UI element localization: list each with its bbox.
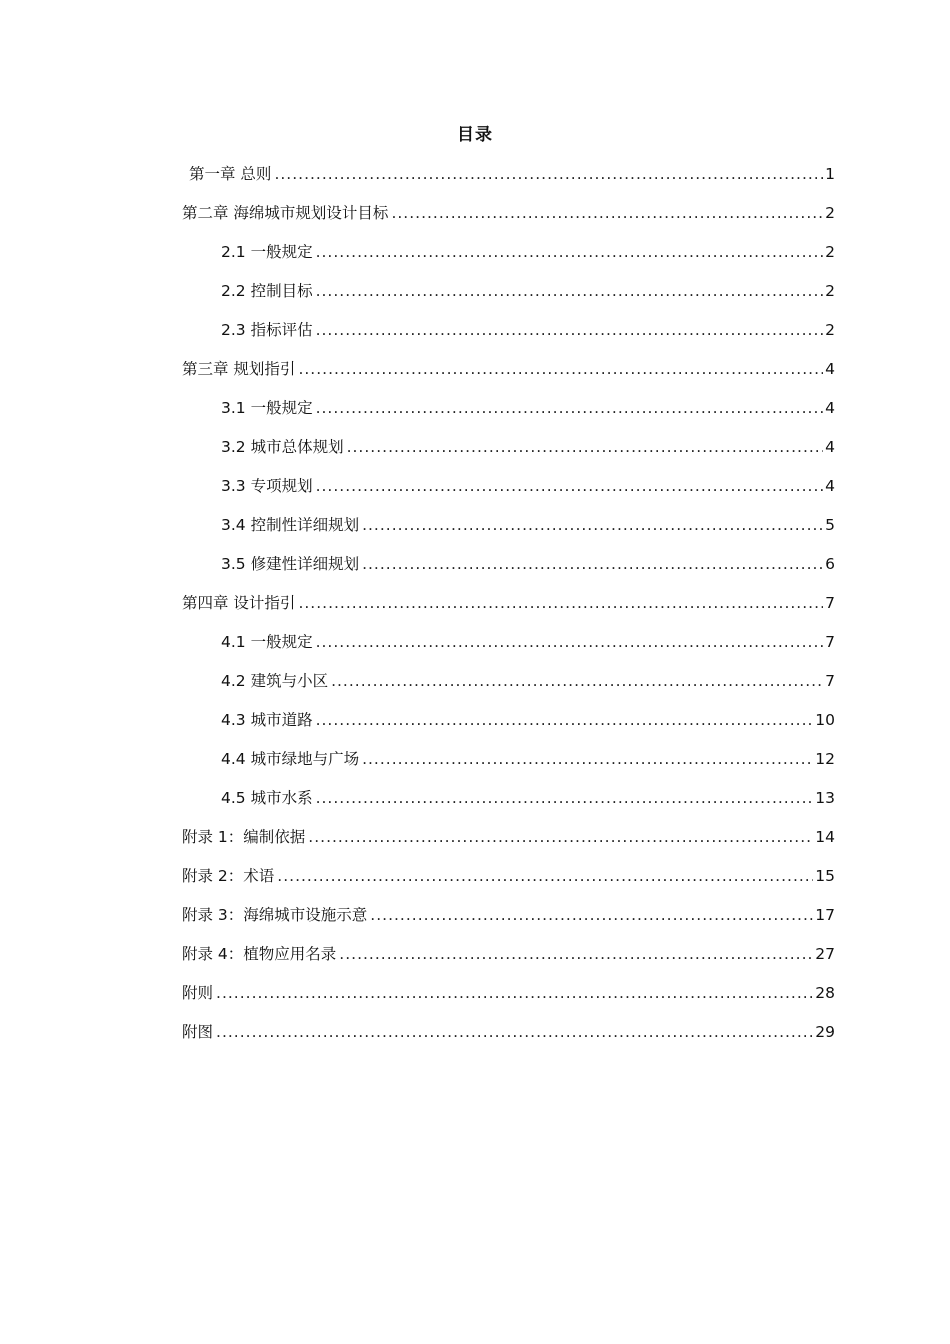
toc-entry-text: 3.2 城市总体规划 — [221, 438, 344, 456]
toc-entry-text: 4.5 城市水系 — [221, 789, 313, 807]
toc-entry-page: 2 — [825, 282, 835, 300]
toc-entry-text: 3.3 专项规划 — [221, 477, 313, 495]
toc-entry-text: 2.3 指标评估 — [221, 321, 313, 339]
toc-entry-page: 7 — [825, 633, 835, 651]
toc-entry[interactable] — [182, 350, 835, 389]
toc-entry-text: 3.1 一般规定 — [221, 399, 313, 417]
toc-leader-dots — [339, 935, 813, 974]
toc-entry-text: 第三章 规划指引 — [182, 360, 296, 378]
toc-entry-page: 4 — [825, 360, 835, 378]
toc-entry-page: 29 — [815, 1023, 835, 1041]
toc-entry[interactable] — [182, 467, 835, 506]
toc-entry-text: 附则 — [182, 984, 214, 1002]
toc-entry[interactable] — [182, 194, 835, 233]
toc-entry-text: 4.1 一般规定 — [221, 633, 313, 651]
toc-entry[interactable] — [182, 584, 835, 623]
toc-entry[interactable] — [182, 272, 835, 311]
toc-leader-dots — [216, 974, 813, 1013]
toc-leader-dots — [316, 311, 824, 350]
toc-title: 目录 — [457, 125, 493, 145]
toc-entry[interactable] — [182, 935, 835, 974]
toc-leader-dots — [308, 818, 813, 857]
toc-entry-text: 4.3 城市道路 — [221, 711, 313, 729]
toc-entry-page: 2 — [825, 243, 835, 261]
toc-list — [182, 155, 835, 1052]
toc-leader-dots — [277, 857, 813, 896]
toc-entry-page: 13 — [815, 789, 835, 807]
toc-entry-text: 2.1 一般规定 — [221, 243, 313, 261]
toc-entry[interactable] — [182, 545, 835, 584]
toc-leader-dots — [316, 389, 824, 428]
toc-leader-dots — [216, 1013, 813, 1052]
toc-entry[interactable] — [182, 155, 835, 194]
toc-entry-page: 4 — [825, 399, 835, 417]
toc-leader-dots — [370, 896, 813, 935]
toc-entry-text: 3.4 控制性详细规划 — [221, 516, 360, 534]
toc-entry-page: 27 — [815, 945, 835, 963]
toc-entry-page: 15 — [815, 867, 835, 885]
toc-entry[interactable] — [182, 428, 835, 467]
toc-entry[interactable] — [182, 974, 835, 1013]
toc-leader-dots — [362, 506, 823, 545]
toc-entry[interactable] — [182, 779, 835, 818]
toc-entry[interactable] — [182, 623, 835, 662]
toc-entry-page: 4 — [825, 438, 835, 456]
toc-entry-page: 14 — [815, 828, 835, 846]
toc-leader-dots — [362, 740, 813, 779]
toc-leader-dots — [298, 584, 823, 623]
toc-entry[interactable] — [182, 818, 835, 857]
toc-leader-dots — [316, 701, 814, 740]
toc-entry-page: 2 — [825, 204, 835, 222]
toc-entry[interactable] — [182, 233, 835, 272]
toc-entry-page: 6 — [825, 555, 835, 573]
toc-leader-dots — [298, 350, 823, 389]
toc-leader-dots — [391, 194, 823, 233]
toc-entry-page: 10 — [815, 711, 835, 729]
toc-leader-dots — [316, 779, 814, 818]
toc-entry-text: 3.5 修建性详细规划 — [221, 555, 360, 573]
toc-entry[interactable] — [182, 311, 835, 350]
toc-entry-text: 第四章 设计指引 — [182, 594, 296, 612]
toc-leader-dots — [347, 428, 824, 467]
toc-leader-dots — [316, 233, 824, 272]
toc-entry[interactable] — [182, 1013, 835, 1052]
toc-entry-page: 5 — [825, 516, 835, 534]
toc-entry-text: 附录 2：术语 — [182, 867, 275, 885]
toc-entry-text: 4.2 建筑与小区 — [221, 672, 329, 690]
toc-entry-text: 附录 4：植物应用名录 — [182, 945, 337, 963]
toc-entry[interactable] — [182, 701, 835, 740]
toc-entry-text: 附录 3：海绵城市设施示意 — [182, 906, 368, 924]
toc-entry-page: 1 — [825, 165, 835, 183]
toc-entry-page: 12 — [815, 750, 835, 768]
toc-entry[interactable] — [182, 506, 835, 545]
toc-entry-text: 附录 1：编制依据 — [182, 828, 306, 846]
toc-entry[interactable] — [182, 662, 835, 701]
toc-leader-dots — [316, 467, 824, 506]
toc-leader-dots — [362, 545, 823, 584]
toc-entry-page: 28 — [815, 984, 835, 1002]
toc-leader-dots — [331, 662, 823, 701]
toc-entry-text: 4.4 城市绿地与广场 — [221, 750, 360, 768]
toc-leader-dots — [316, 623, 824, 662]
toc-entry-page: 7 — [825, 672, 835, 690]
toc-entry-text: 第一章 总则 — [189, 165, 272, 183]
toc-entry-text: 附图 — [182, 1023, 214, 1041]
toc-entry-text: 第二章 海绵城市规划设计目标 — [182, 204, 389, 222]
toc-entry-page: 2 — [825, 321, 835, 339]
toc-entry[interactable] — [182, 896, 835, 935]
toc-entry[interactable] — [182, 389, 835, 428]
toc-entry-page: 17 — [815, 906, 835, 924]
toc-leader-dots — [316, 272, 824, 311]
toc-entry-text: 2.2 控制目标 — [221, 282, 313, 300]
toc-entry[interactable] — [182, 740, 835, 779]
toc-entry-page: 4 — [825, 477, 835, 495]
toc-entry[interactable] — [182, 857, 835, 896]
toc-leader-dots — [274, 155, 823, 194]
toc-entry-page: 7 — [825, 594, 835, 612]
